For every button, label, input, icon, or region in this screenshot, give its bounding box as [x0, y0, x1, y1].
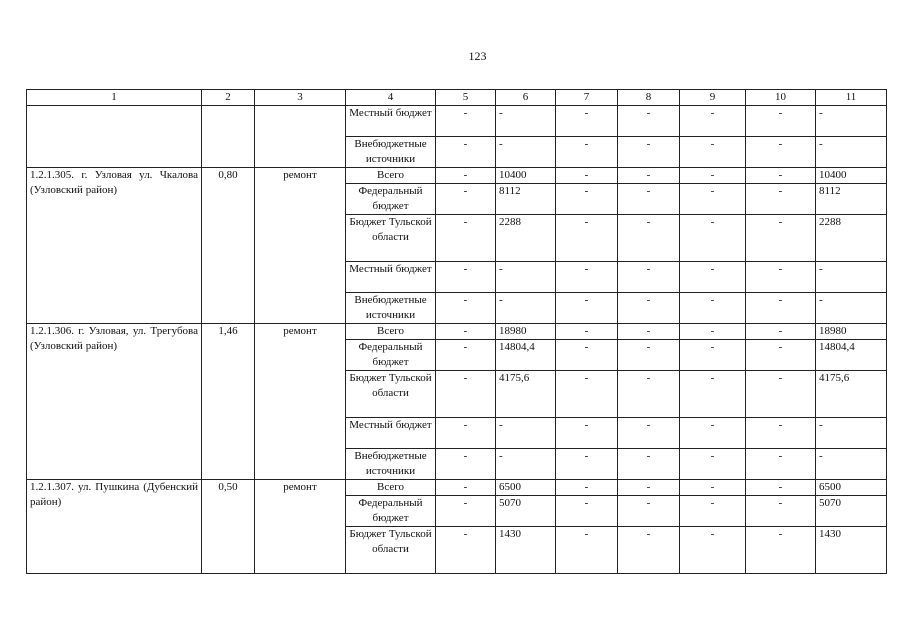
- value-cell: 10400: [816, 168, 887, 184]
- value-cell: -: [436, 480, 496, 496]
- value-cell: -: [680, 418, 746, 449]
- value-cell: -: [556, 418, 618, 449]
- col-header: 9: [680, 90, 746, 106]
- value-cell: -: [436, 215, 496, 262]
- value-cell: -: [746, 324, 816, 340]
- value-cell: -: [680, 449, 746, 480]
- funding-source: Всего: [346, 168, 436, 184]
- col-header: 10: [746, 90, 816, 106]
- value-cell: -: [680, 371, 746, 418]
- funding-source: Местный бюджет: [346, 418, 436, 449]
- value-cell: -: [556, 496, 618, 527]
- value-cell: 4175,6: [496, 371, 556, 418]
- value-cell: -: [556, 324, 618, 340]
- value-cell: 4175,6: [816, 371, 887, 418]
- value-cell: -: [746, 106, 816, 137]
- value-cell: -: [680, 496, 746, 527]
- value-cell: -: [746, 293, 816, 324]
- value-cell: -: [680, 480, 746, 496]
- value-cell: -: [618, 371, 680, 418]
- value-cell: -: [618, 184, 680, 215]
- value-cell: 2288: [816, 215, 887, 262]
- value-cell: 8112: [816, 184, 887, 215]
- funding-source: Всего: [346, 480, 436, 496]
- value-cell: -: [436, 418, 496, 449]
- length-cell: [202, 106, 255, 168]
- value-cell: -: [436, 371, 496, 418]
- value-cell: -: [618, 480, 680, 496]
- value-cell: -: [618, 215, 680, 262]
- value-cell: -: [556, 371, 618, 418]
- value-cell: 2288: [496, 215, 556, 262]
- value-cell: -: [816, 106, 887, 137]
- value-cell: -: [746, 262, 816, 293]
- object-name: 1.2.1.307. ул. Пушкина (Дубенский район): [27, 480, 202, 574]
- value-cell: -: [618, 449, 680, 480]
- value-cell: -: [436, 184, 496, 215]
- value-cell: -: [618, 137, 680, 168]
- value-cell: -: [746, 527, 816, 574]
- value-cell: -: [436, 449, 496, 480]
- value-cell: -: [618, 106, 680, 137]
- value-cell: -: [618, 168, 680, 184]
- value-cell: -: [618, 527, 680, 574]
- table-row: [27, 480, 887, 496]
- value-cell: 18980: [816, 324, 887, 340]
- col-header: 4: [346, 90, 436, 106]
- value-cell: 10400: [496, 168, 556, 184]
- table-row: [27, 168, 887, 184]
- value-cell: -: [816, 418, 887, 449]
- value-cell: -: [436, 324, 496, 340]
- value-cell: -: [436, 137, 496, 168]
- object-name-cell: [27, 106, 202, 168]
- value-cell: -: [680, 184, 746, 215]
- value-cell: -: [556, 527, 618, 574]
- length-value: 1,46: [202, 324, 255, 480]
- value-cell: -: [556, 340, 618, 371]
- value-cell: 18980: [496, 324, 556, 340]
- value-cell: -: [816, 137, 887, 168]
- value-cell: -: [556, 215, 618, 262]
- value-cell: 1430: [496, 527, 556, 574]
- value-cell: -: [746, 215, 816, 262]
- value-cell: -: [680, 324, 746, 340]
- table-row: [27, 324, 887, 340]
- value-cell: 1430: [816, 527, 887, 574]
- value-cell: -: [816, 449, 887, 480]
- value-cell: -: [746, 480, 816, 496]
- value-cell: -: [680, 262, 746, 293]
- col-header: 3: [255, 90, 346, 106]
- value-cell: -: [436, 262, 496, 293]
- col-header: 1: [27, 90, 202, 106]
- funding-table: [26, 89, 887, 574]
- value-cell: -: [618, 293, 680, 324]
- value-cell: -: [436, 106, 496, 137]
- value-cell: -: [680, 168, 746, 184]
- value-cell: 8112: [496, 184, 556, 215]
- value-cell: -: [618, 340, 680, 371]
- value-cell: -: [436, 527, 496, 574]
- value-cell: 5070: [816, 496, 887, 527]
- value-cell: -: [556, 106, 618, 137]
- value-cell: -: [746, 449, 816, 480]
- value-cell: -: [746, 496, 816, 527]
- col-header: 11: [816, 90, 887, 106]
- value-cell: -: [680, 106, 746, 137]
- funding-source: Бюджет Тульской области: [346, 215, 436, 262]
- funding-source: Бюджет Тульской области: [346, 371, 436, 418]
- funding-source: Бюджет Тульской области: [346, 527, 436, 574]
- value-cell: -: [556, 137, 618, 168]
- value-cell: -: [556, 293, 618, 324]
- value-cell: 5070: [496, 496, 556, 527]
- length-value: 0,80: [202, 168, 255, 324]
- col-header: 7: [556, 90, 618, 106]
- header-row: [27, 90, 887, 106]
- value-cell: -: [496, 137, 556, 168]
- funding-source: Внебюджетные источники: [346, 137, 436, 168]
- col-header: 6: [496, 90, 556, 106]
- value-cell: -: [556, 449, 618, 480]
- value-cell: -: [680, 293, 746, 324]
- value-cell: -: [436, 293, 496, 324]
- value-cell: -: [618, 418, 680, 449]
- object-name: 1.2.1.305. г. Узловая ул. Чкалова (Узловский район): [27, 168, 202, 324]
- funding-source: Внебюджетные источники: [346, 449, 436, 480]
- value-cell: 6500: [496, 480, 556, 496]
- col-header: 5: [436, 90, 496, 106]
- object-name: 1.2.1.306. г. Узловая, ул. Трегубова (Узловский район): [27, 324, 202, 480]
- value-cell: 14804,4: [816, 340, 887, 371]
- value-cell: -: [496, 262, 556, 293]
- value-cell: -: [816, 293, 887, 324]
- length-value: 0,50: [202, 480, 255, 574]
- value-cell: -: [680, 527, 746, 574]
- value-cell: -: [556, 168, 618, 184]
- value-cell: -: [746, 371, 816, 418]
- work-type: ремонт: [255, 480, 346, 574]
- value-cell: -: [436, 168, 496, 184]
- value-cell: -: [556, 480, 618, 496]
- value-cell: 14804,4: [496, 340, 556, 371]
- value-cell: -: [618, 262, 680, 293]
- col-header: 8: [618, 90, 680, 106]
- funding-source: Федеральный бюджет: [346, 184, 436, 215]
- funding-source: Всего: [346, 324, 436, 340]
- work-type: ремонт: [255, 324, 346, 480]
- funding-source: Внебюджетные источники: [346, 293, 436, 324]
- value-cell: -: [556, 262, 618, 293]
- funding-source: Федеральный бюджет: [346, 496, 436, 527]
- value-cell: -: [746, 137, 816, 168]
- value-cell: -: [436, 340, 496, 371]
- value-cell: -: [556, 184, 618, 215]
- value-cell: -: [496, 449, 556, 480]
- funding-source: Местный бюджет: [346, 262, 436, 293]
- funding-source: Местный бюджет: [346, 106, 436, 137]
- value-cell: -: [680, 340, 746, 371]
- work-type-cell: [255, 106, 346, 168]
- value-cell: -: [746, 340, 816, 371]
- value-cell: -: [816, 262, 887, 293]
- value-cell: -: [680, 137, 746, 168]
- value-cell: -: [618, 496, 680, 527]
- value-cell: -: [436, 496, 496, 527]
- value-cell: -: [746, 184, 816, 215]
- value-cell: -: [496, 418, 556, 449]
- value-cell: 6500: [816, 480, 887, 496]
- value-cell: -: [618, 324, 680, 340]
- table-row: [27, 106, 887, 137]
- col-header: 2: [202, 90, 255, 106]
- value-cell: -: [496, 293, 556, 324]
- value-cell: -: [746, 168, 816, 184]
- work-type: ремонт: [255, 168, 346, 324]
- value-cell: -: [746, 418, 816, 449]
- value-cell: -: [680, 215, 746, 262]
- funding-source: Федеральный бюджет: [346, 340, 436, 371]
- value-cell: -: [496, 106, 556, 137]
- page-number: 123: [468, 49, 487, 63]
